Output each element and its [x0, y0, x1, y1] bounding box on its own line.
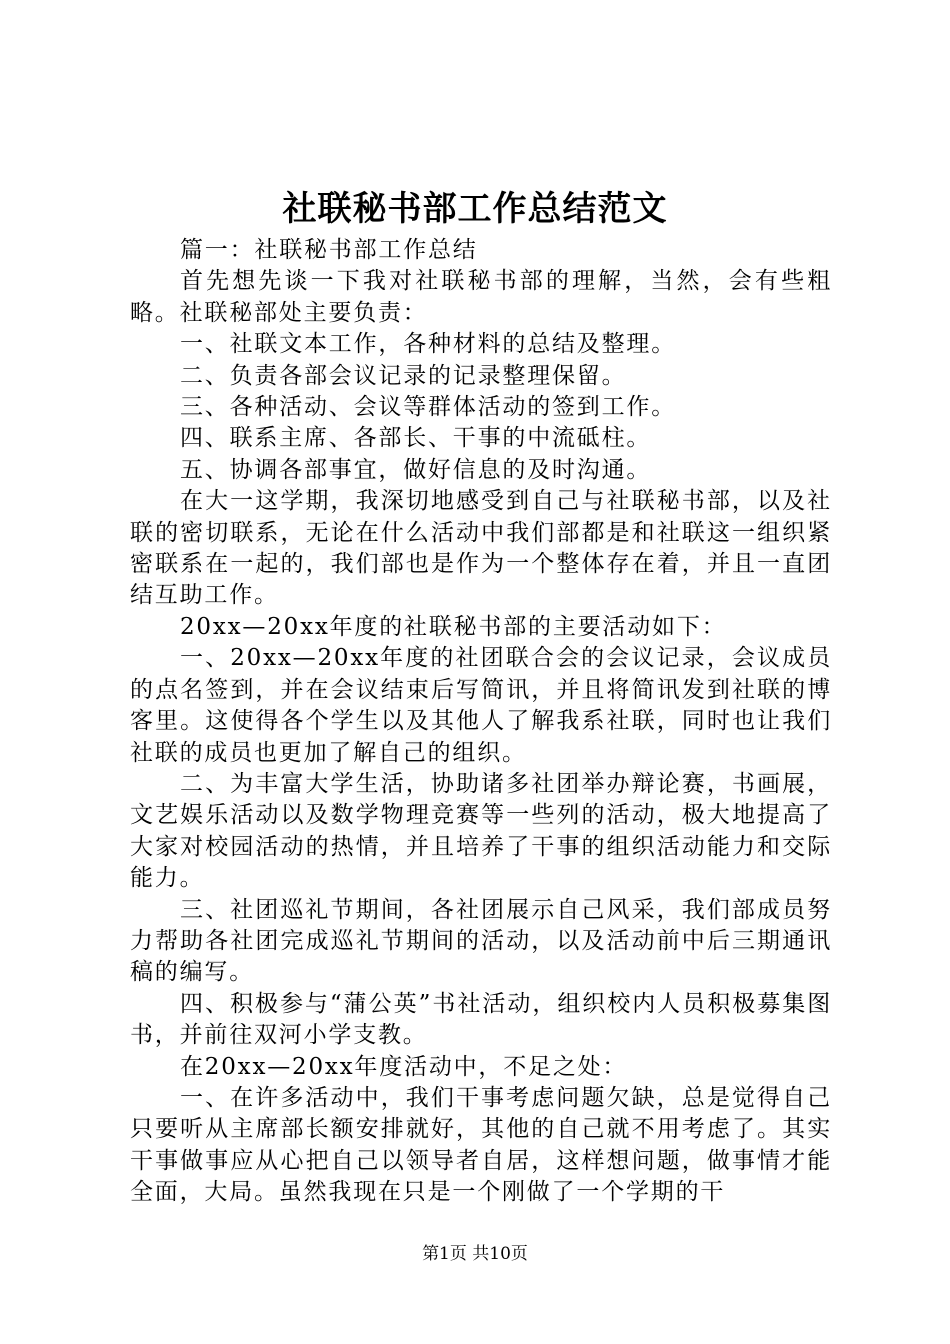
- paragraph: 在20xx—20xx年度活动中，不足之处：: [180, 1053, 628, 1080]
- paragraph: 四、积极参与“蒲公英”书社活动，组织校内人员积极募集图书，并前往双河小学支教。: [130, 990, 832, 1049]
- paragraph: 四、联系主席、各部长、干事的中流砥柱。: [180, 425, 652, 452]
- paragraph: 20xx—20xx年度的社联秘书部的主要活动如下：: [180, 613, 727, 640]
- paragraph: 三、各种活动、会议等群体活动的签到工作。: [180, 394, 676, 421]
- paragraph: 二、为丰富大学生活，协助诸多社团举办辩论赛，书画展，文艺娱乐活动以及数学物理竞赛等一些列的活动，极大地提高了大家对校园活动的热情，并且培养了干事的组织活动能力和交际能力。: [130, 770, 832, 892]
- paragraph: 一、在许多活动中，我们干事考虑问题欠缺，总是觉得自己只要听从主席部长额安排就好，其他的自己就不用考虑了。其实干事做事应从心把自己以领导者自居，这样想问题，做事情才能全面，大局。虽然我现在只是一个刚做了一个学期的干: [130, 1084, 832, 1206]
- paragraph: 一、社联文本工作，各种材料的总结及整理。: [180, 331, 676, 358]
- paragraph: 一、20xx—20xx年度的社团联合会的会议记录，会议成员的点名签到，并在会议结束后写简讯，并且将简讯发到社联的博客里。这使得各个学生以及其他人了解我系社联，同时也让我们社联的成员也更加了解自己的组织。: [130, 645, 832, 766]
- paragraph: 二、负责各部会议记录的记录整理保留。: [180, 362, 627, 389]
- page-title: 社联秘书部工作总结范文: [282, 189, 668, 229]
- paragraph: 篇一：社联秘书部工作总结: [180, 237, 478, 263]
- paragraph: 三、社团巡礼节期间，各社团展示自己风采，我们部成员努力帮助各社团完成巡礼节期间的活动，以及活动前中后三期通讯稿的编写。: [130, 896, 832, 986]
- paragraph: 五、协调各部事宜，做好信息的及时沟通。: [180, 456, 652, 483]
- paragraph: 首先想先谈一下我对社联秘书部的理解，当然，会有些粗略。社联秘部处主要负责：: [130, 268, 832, 326]
- page-footer: 第1页 共10页: [422, 1244, 528, 1264]
- document-body: [130, 235, 832, 1209]
- paragraph: 在大一这学期，我深切地感受到自己与社联秘书部，以及社联的密切联系，无论在什么活动中我们部都是和社联这一组织紧密联系在一起的，我们部也是作为一个整体存在着，并且一直团结互助工作。: [130, 488, 832, 609]
